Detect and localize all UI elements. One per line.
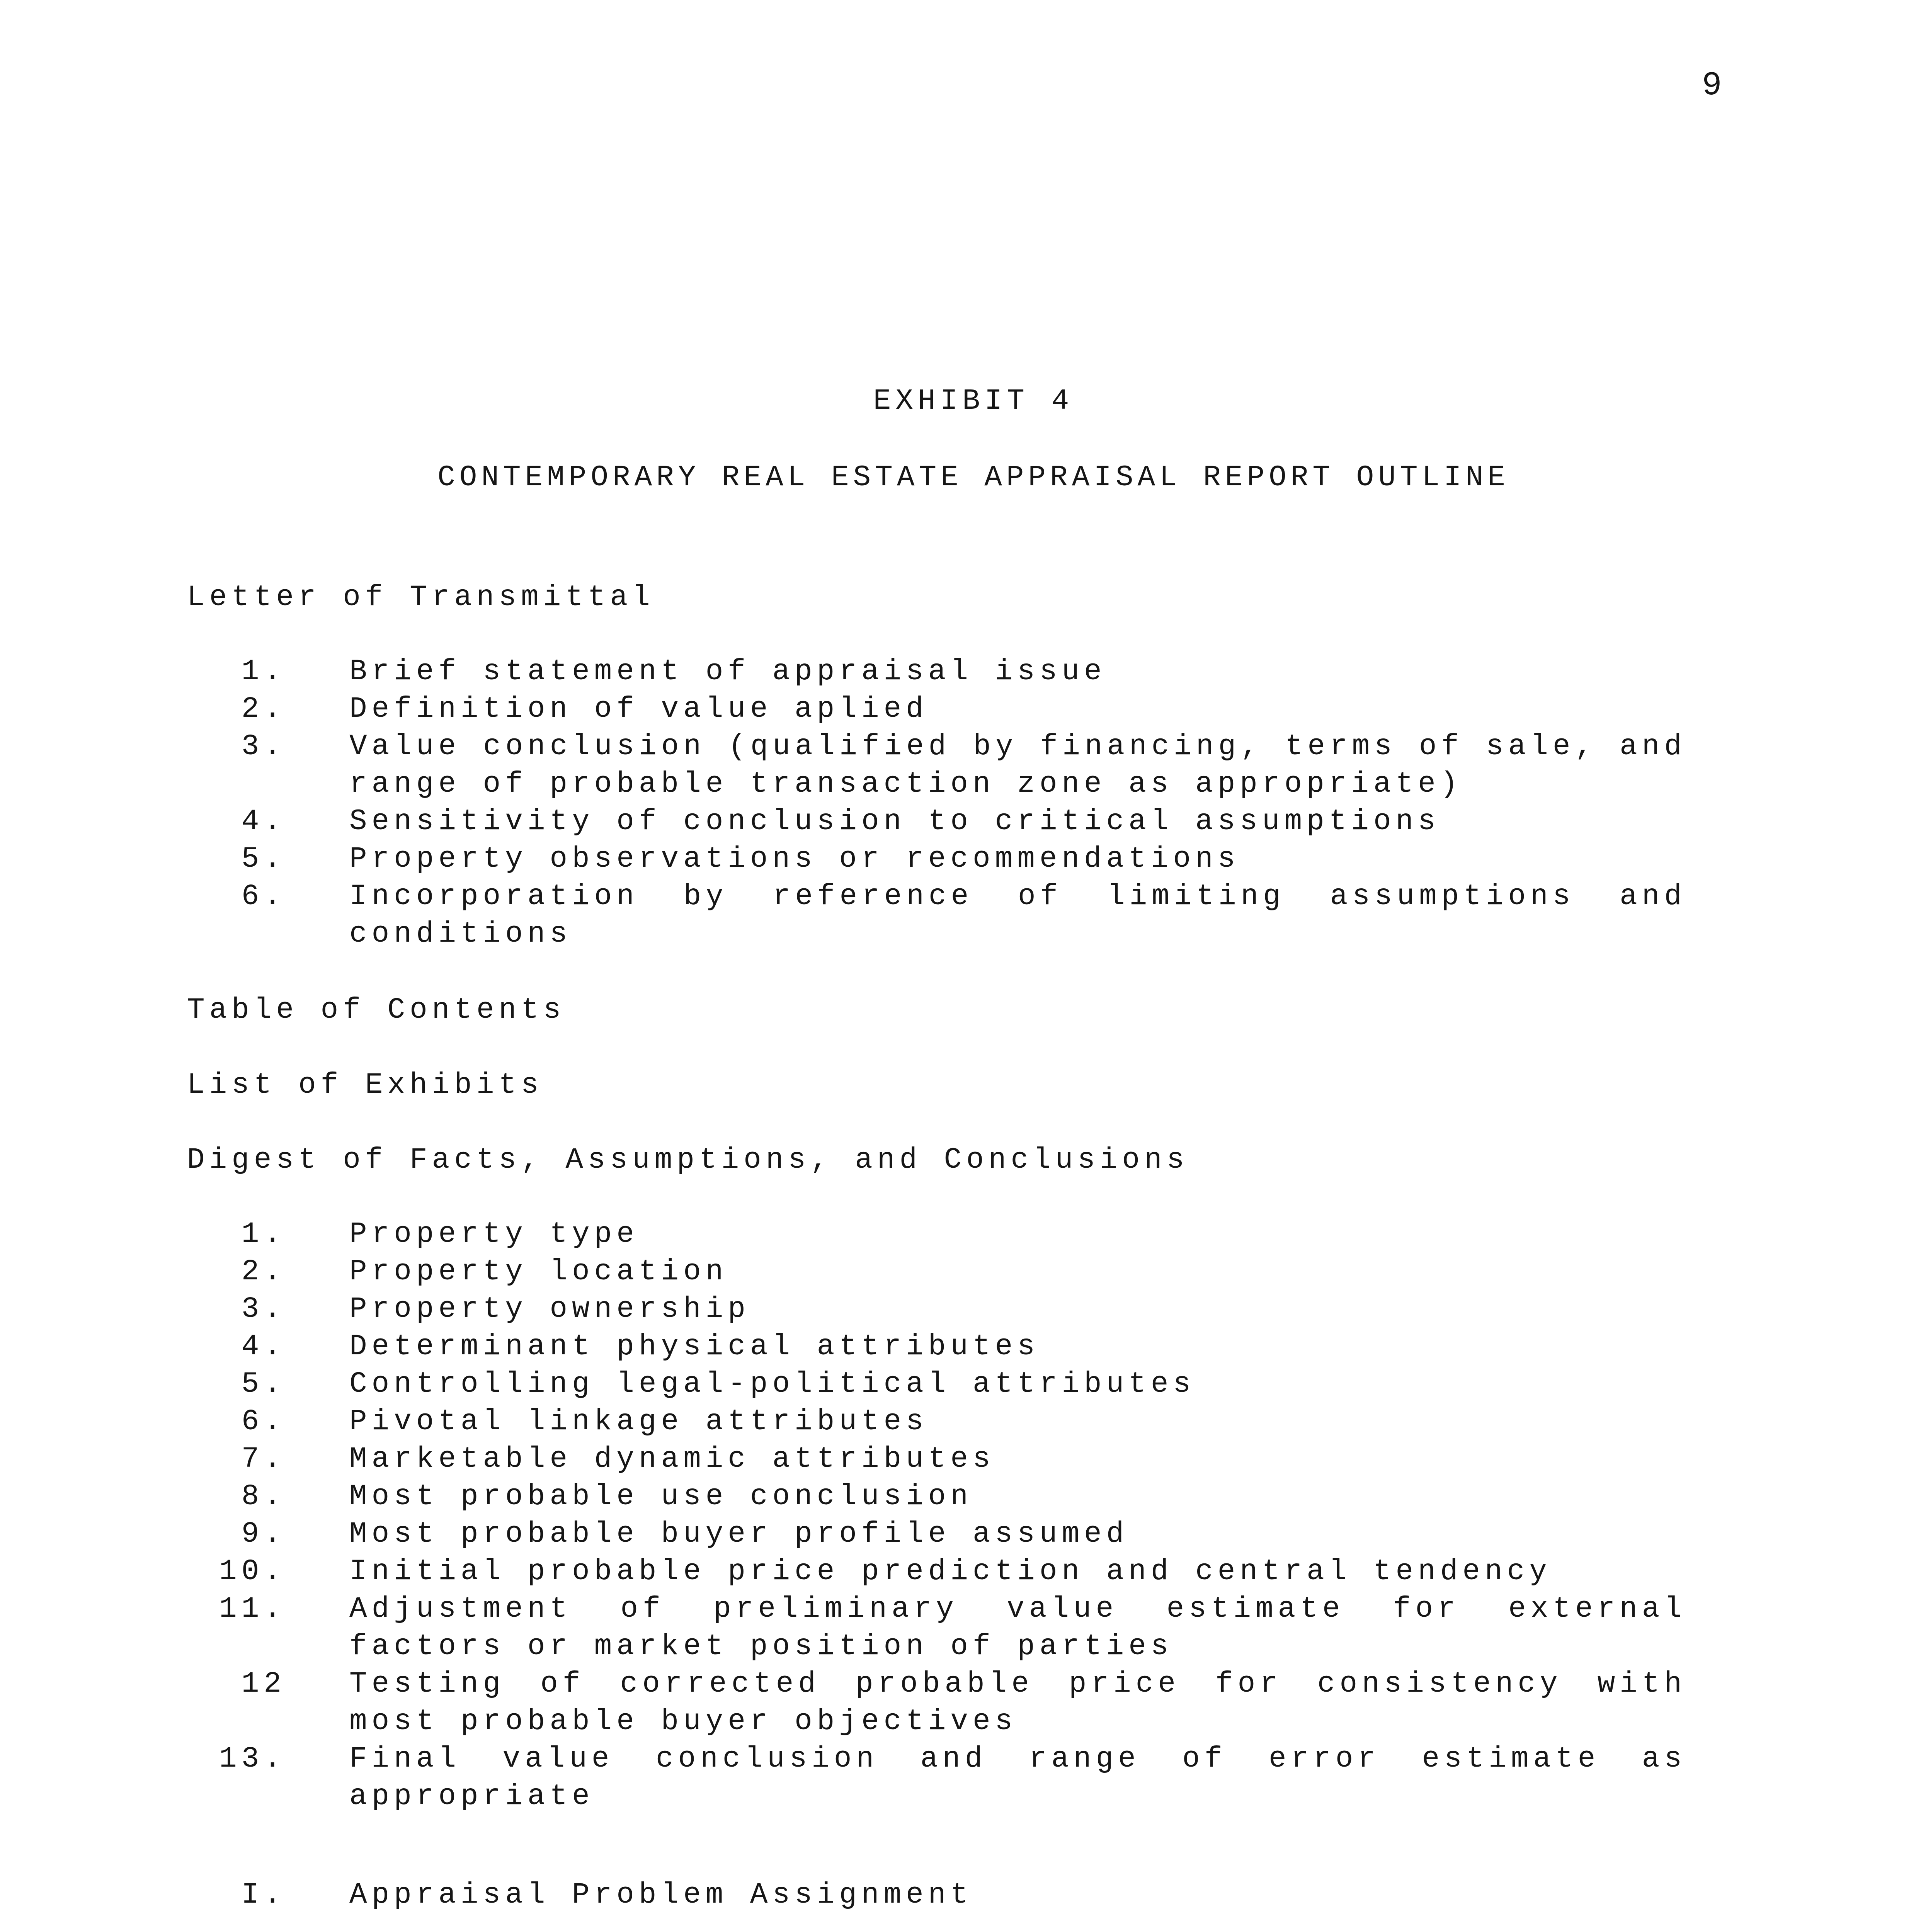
item-text: Incorporation by reference of limiting assumptions and conditions xyxy=(349,880,1686,951)
page-number: 9 xyxy=(1702,66,1722,104)
item-text: Sensitivity of conclusion to critical assumptions xyxy=(349,805,1440,838)
item-number: 3. xyxy=(241,1293,286,1326)
item-text: Initial probable price prediction and central tendency xyxy=(349,1555,1552,1588)
item-text: Property ownership xyxy=(349,1293,750,1326)
item-number: 12 xyxy=(241,1667,286,1701)
section-number: I. xyxy=(241,1878,286,1912)
item-text: Most probable buyer profile assumed xyxy=(349,1517,1129,1551)
item-text: Definition of value aplied xyxy=(349,692,928,726)
item-text: Pivotal linkage attributes xyxy=(349,1405,928,1438)
item-number: 1. xyxy=(241,1218,286,1251)
document-title: CONTEMPORARY REAL ESTATE APPRAISAL REPORT OUTLINE xyxy=(437,461,1509,494)
item-number: 1. xyxy=(241,655,286,688)
item-number: 2. xyxy=(241,692,286,726)
item-number: 4. xyxy=(241,1330,286,1363)
item-number: 5. xyxy=(241,842,286,876)
item-text: Testing of corrected probable price for consistency with most probable buyer objectives xyxy=(349,1667,1686,1738)
item-number: 9. xyxy=(241,1517,286,1551)
item-text: Determinant physical attributes xyxy=(349,1330,1040,1363)
digest-heading: Digest of Facts, Assumptions, and Conclusions xyxy=(187,1143,1189,1177)
item-text: Final value conclusion and range of error estimate as appropriate xyxy=(349,1742,1686,1813)
item-number: 10. xyxy=(219,1555,286,1588)
item-text: Adjustment of preliminary value estimate for external factors or market position of parties xyxy=(349,1592,1686,1663)
exhibit-label: EXHIBIT 4 xyxy=(873,384,1074,418)
section-heading: Appraisal Problem Assignment xyxy=(349,1878,973,1912)
item-number: 5. xyxy=(241,1367,286,1401)
item-text: Property type xyxy=(349,1218,639,1251)
item-text: Property observations or recommendations xyxy=(349,842,1240,876)
item-text: Property location xyxy=(349,1255,728,1288)
list-of-exhibits-heading: List of Exhibits xyxy=(187,1068,543,1102)
item-number: 13. xyxy=(219,1742,286,1776)
item-number: 6. xyxy=(241,880,286,913)
item-number: 8. xyxy=(241,1480,286,1513)
item-number: 6. xyxy=(241,1405,286,1438)
item-number: 2. xyxy=(241,1255,286,1288)
item-text: Most probable use conclusion xyxy=(349,1480,973,1513)
item-text: Value conclusion (qualified by financing, terms of sale, and range of probable transaction zone as appropriate) xyxy=(349,730,1686,801)
item-number: 11. xyxy=(219,1592,286,1626)
item-text: Marketable dynamic attributes xyxy=(349,1442,995,1476)
item-number: 7. xyxy=(241,1442,286,1476)
item-number: 3. xyxy=(241,730,286,763)
table-of-contents-heading: Table of Contents xyxy=(187,993,566,1027)
item-text: Brief statement of appraisal issue xyxy=(349,655,1106,688)
letter-of-transmittal-heading: Letter of Transmittal xyxy=(187,581,655,614)
item-text: Controlling legal-political attributes xyxy=(349,1367,1196,1401)
item-number: 4. xyxy=(241,805,286,838)
